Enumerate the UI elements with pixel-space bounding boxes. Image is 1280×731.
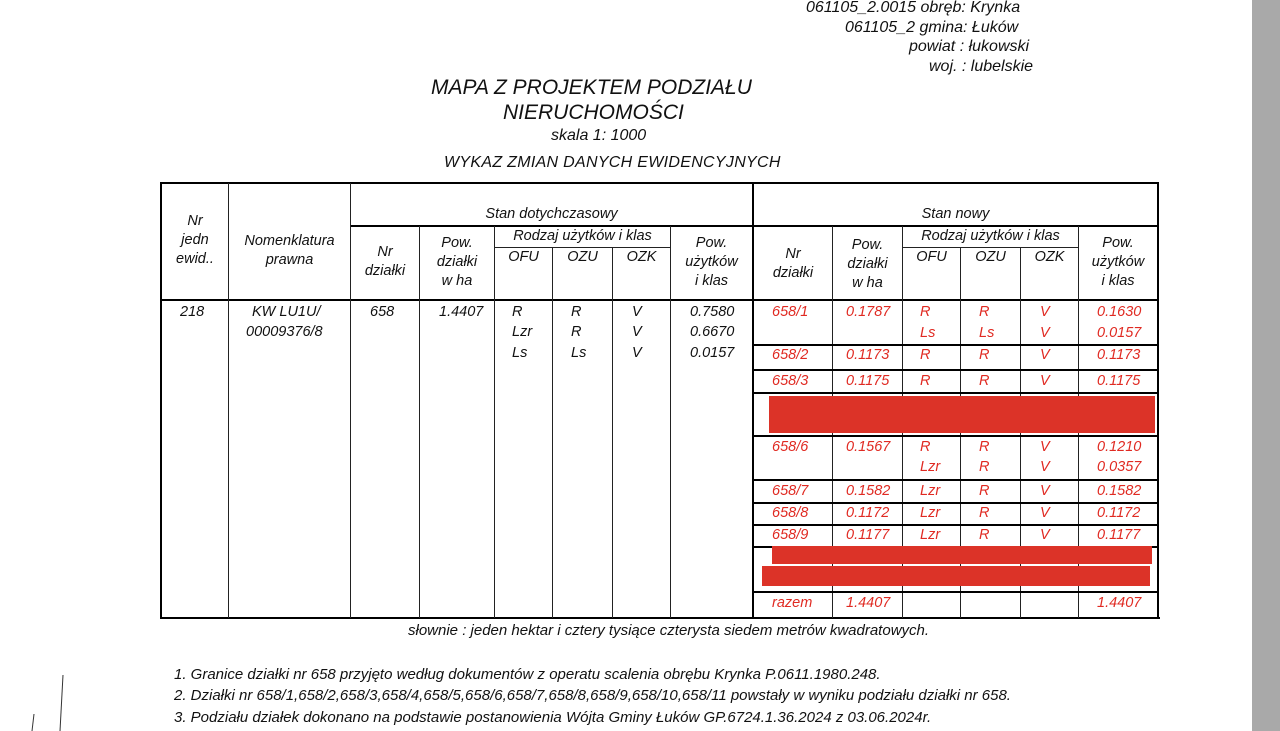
redaction-bar (769, 396, 1155, 433)
old-ozu-2: R (571, 324, 582, 340)
redaction-bar (772, 546, 1152, 564)
amount-in-words: słownie : jeden hektar i cztery tysiące czterysta siedem metrów kwadratowych. (408, 622, 930, 639)
header-new-ozk: OZK (1034, 249, 1065, 265)
old-ofu-3: Ls (512, 345, 528, 361)
old-ofu-1: R (512, 304, 523, 320)
header-old-pow-uzytkow: Pow. użytków i klas (685, 235, 738, 289)
scrollbar-gutter[interactable] (1252, 0, 1280, 731)
note-1: 1. Granice działki nr 658 przyjęto według dokumentów z operatu scalenia obrębu Krynka P.0611.1980.248. (174, 666, 881, 683)
old-ozk-2: V (632, 324, 642, 340)
old-pow-uz-3: 0.0157 (690, 345, 735, 361)
note-2: 2. Działki nr 658/1,658/2,658/3,658/4,658/5,658/6,658/7,658/8,658/9,658/10,658/11 powstały w wyniku podziału działki nr 658. (174, 687, 1011, 704)
header-new-pow-dzialki: Pow. działki w ha (847, 237, 888, 291)
header-new-nr-dzialki: Nr działki (772, 246, 814, 281)
old-ozk-3: V (632, 345, 642, 361)
old-ozu-1: R (571, 304, 582, 320)
header-new-ozu: OZU (975, 249, 1006, 265)
old-pow-uz-1: 0.7580 (690, 304, 735, 320)
old-ofu-2: Lzr (512, 324, 533, 340)
redaction-bar (762, 566, 1150, 586)
old-nr-dzialki: 658 (370, 304, 395, 320)
header-stan-dotychczasowy: Stan dotychczasowy (485, 206, 618, 222)
old-pow-uz-2: 0.6670 (690, 324, 735, 340)
header-nomenklatura: Nomenklatura prawna (244, 233, 335, 268)
page-title-line2: NIERUCHOMOŚCI (503, 101, 684, 124)
header-old-rodzaj: Rodzaj użytków i klas (513, 228, 652, 244)
header-old-ozu: OZU (567, 249, 598, 265)
header-nr-jedn: Nr jedn ewid.. (176, 213, 214, 267)
header-old-ozk: OZK (626, 249, 657, 265)
header-obreb: 061105_2.0015 obręb: Krynka (806, 0, 1021, 16)
header-gmina: 061105_2 gmina: Łuków (845, 19, 1019, 36)
header-old-pow-dzialki: Pow. działki w ha (436, 235, 478, 289)
subtitle: WYKAZ ZMIAN DANYCH EWIDENCYJNYCH (444, 154, 781, 171)
header-new-ofu: OFU (916, 249, 947, 265)
old-ozk-1: V (632, 304, 642, 320)
header-old-ofu: OFU (508, 249, 539, 265)
page-title-line1: MAPA Z PROJEKTEM PODZIAŁU (431, 76, 752, 99)
old-ozu-3: Ls (571, 345, 587, 361)
old-pow-dzialki: 1.4407 (439, 304, 484, 320)
header-stan-nowy: Stan nowy (921, 206, 990, 222)
old-nr-jedn: 218 (180, 304, 205, 320)
old-kw-line2: 00009376/8 (246, 324, 323, 340)
old-kw-line1: KW LU1U/ (252, 304, 321, 320)
header-new-pow-uzytkow: Pow. użytków i klas (1091, 235, 1145, 289)
header-woj: woj. : lubelskie (929, 58, 1034, 75)
scale-label: skala 1: 1000 (551, 127, 647, 144)
header-powiat: powiat : łukowski (909, 38, 1030, 55)
header-new-rodzaj: Rodzaj użytków i klas (921, 228, 1060, 244)
pen-mark (25, 670, 75, 731)
header-old-nr-dzialki: Nr działki (364, 244, 406, 279)
note-3: 3. Podziału działek dokonano na podstawie postanowienia Wójta Gminy Łuków GP.6724.1.36.2024 z 03.06.2024r. (174, 709, 932, 726)
